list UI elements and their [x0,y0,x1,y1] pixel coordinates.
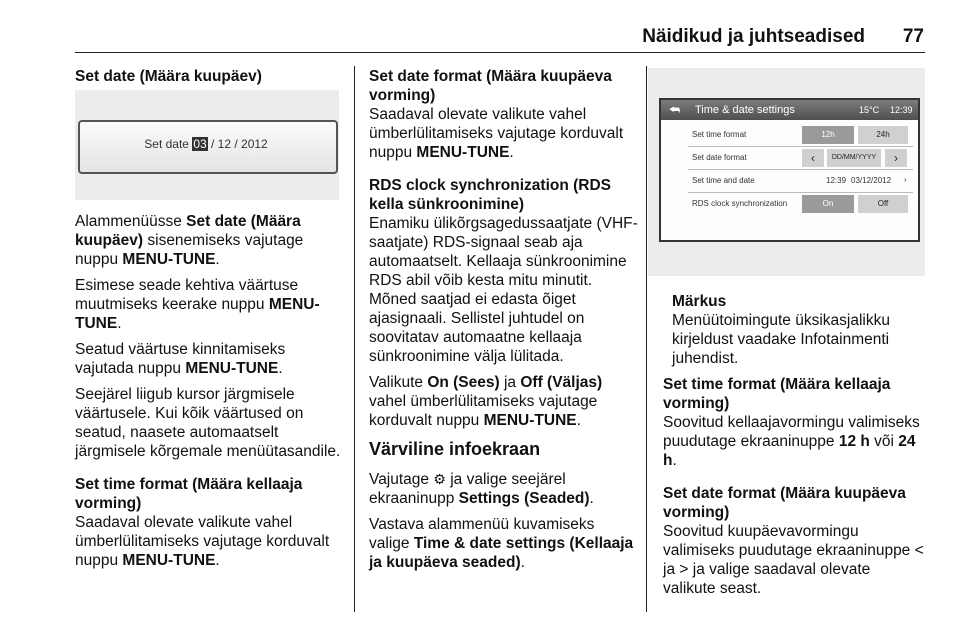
column-1-top [75,67,345,86]
section-heading-set-date-format: Set date format (Määra kuupäeva vorming) [369,68,612,104]
date-format-prev-button[interactable]: ‹ [802,149,824,167]
note-title: Märkus [672,293,727,310]
clock: 12:39 [890,105,913,115]
setting-row-time-format [661,124,918,146]
section-heading-set-date: Set date (Määra kuupäev) [75,68,262,85]
section-heading-rds-clock: RDS clock synchronization (RDS kella sünkroonimine) [369,177,612,213]
paragraph: Valikute On (Sees) ja Off (Väljas) vahel ümberlülitamiseks vajutage korduvalt nuppu MENU-TUNE. [369,374,603,429]
setting-label: Set time and date [692,176,755,185]
column-divider-1 [354,66,355,612]
column-3 [663,292,925,605]
greater-than-symbol: > [679,561,689,578]
setting-label: Set date format [692,153,747,162]
current-date: 03/12/2012 [851,176,892,185]
chevron-right-icon: › [904,175,907,184]
rds-off-button[interactable]: Off [858,195,908,213]
settings-icon: ⚙ [433,471,446,487]
setting-row-rds-clock [661,193,918,215]
paragraph: Alammenüüsse Set date (Määra kuupäev) sisenemiseks vajutage nuppu MENU-TUNE. [75,213,304,268]
section-heading-set-date-format: Set date format (Määra kuupäeva vorming) [663,485,906,521]
back-icon[interactable]: ⮪ [669,103,681,117]
paragraph: Saadaval olevate valikute vahel ümberlülitamiseks vajutage korduvalt nuppu MENU-TUNE. [75,514,330,569]
header-rule [75,52,925,53]
current-time: 12:39 [826,176,847,185]
paragraph: Seejärel liigub kursor järgmisele väärtusele. Kui kõik väärtused on seatud, naasete automaatselt järgmisele kõrgemale menüütasandile. [75,386,341,460]
page-number: 77 [902,26,924,47]
section-heading-colour-info-display: Värviline infoekraan [369,439,541,459]
paragraph: Vajutage ⚙ ja valige seejärel ekraaninupp Settings (Seaded). [369,471,594,507]
column-divider-2 [646,66,647,612]
rds-on-button[interactable]: On [802,195,854,213]
time-format-24h-button[interactable]: 24h [858,126,908,144]
set-date-display-text: Set date 03 / 12 / 2012 [144,137,268,151]
time-format-12h-button[interactable]: 12h [802,126,854,144]
paragraph: Enamiku ülikõrgsagedussaatjate (VHF-saatjate) RDS-signaal seab aja automaatselt. Kellaaja sünkroonimine RDS abil võib kesta mitu minutit. Mõned saatjad ei edasta õiget ajasignaali. Sellistel juhtudel on soovitatav automaatne kellaaja sünkroonimine välja lülitada. [369,215,638,365]
screen-title: Time & date settings [695,104,795,116]
set-date-illustration [75,90,339,200]
setting-row-date-format [661,147,918,169]
note-text: Menüütoimingute üksikasjalikku kirjeldust vaadake Infotainmenti juhendist. [672,312,890,367]
less-than-symbol: < [914,542,924,559]
column-2 [369,67,639,579]
date-format-next-button[interactable]: › [885,149,907,167]
page-header-title: Näidikud ja juhtseadised [642,26,865,47]
section-heading-set-time-format: Set time format (Määra kellaaja vorming) [663,376,891,412]
day-cursor: 03 [193,137,207,151]
setting-row-time-and-date[interactable] [661,170,918,192]
time-date-settings-illustration [648,68,925,276]
paragraph: Vastava alammenüü kuvamiseks valige Time & date settings (Kellaaja ja kuupäeva seaded). [369,516,634,571]
setting-label: RDS clock synchronization [692,199,788,208]
temperature: 15°C [859,105,880,115]
paragraph: Esimese seade kehtiva väärtuse muutmiseks keerake nuppu MENU-TUNE. [75,277,320,332]
infotainment-screen [659,98,920,242]
date-format-value: DD/MM/YYYY [827,149,881,167]
setting-label: Set time format [692,130,747,139]
screen-header [661,100,918,120]
paragraph: Saadaval olevate valikute vahel ümberlülitamiseks vajutage korduvalt nuppu MENU-TUNE. [369,106,624,161]
note-box [663,292,925,368]
paragraph: Seatud väärtuse kinnitamiseks vajutada nuppu MENU-TUNE. [75,341,286,377]
paragraph: Soovitud kellaajavormingu valimiseks puudutage ekraaninuppe 12 h või 24 h. [663,414,920,469]
paragraph: Soovitud kuupäevavormingu valimiseks puudutage ekraaninuppe < ja > ja valige saadaval olevate valikute seast. [663,523,924,597]
section-heading-set-time-format: Set time format (Määra kellaaja vorming) [75,476,303,512]
column-1-body [75,212,347,577]
